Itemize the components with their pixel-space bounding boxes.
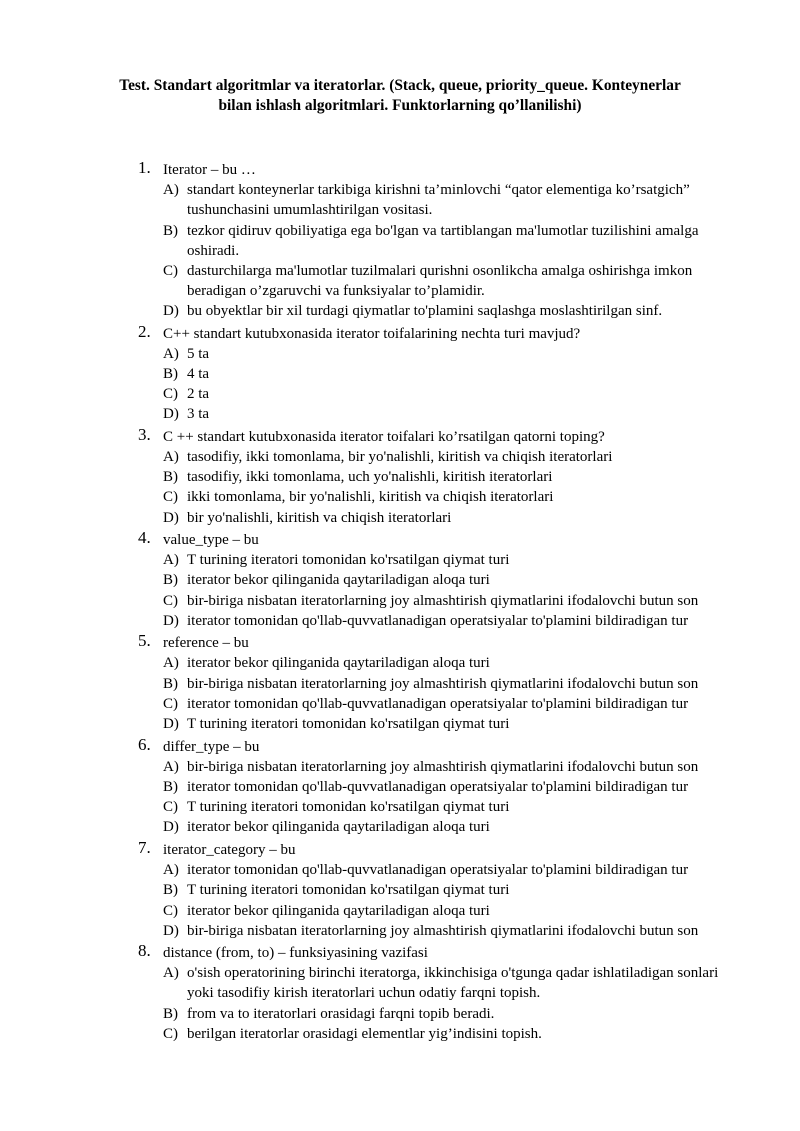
- option-letter: C): [163, 489, 178, 505]
- question-text: differ_type – bu: [163, 739, 260, 755]
- option-text: 3 ta: [187, 406, 210, 422]
- question-text: iterator_category – bu: [163, 842, 296, 858]
- question-number: 5.: [138, 631, 151, 650]
- option-text: tasodifiy, ikki tomonlama, bir yo'nalishli, kiritish va chiqish iteratorlari: [187, 449, 613, 465]
- option-letter: B): [163, 469, 178, 485]
- option-letter: B): [163, 882, 178, 898]
- option-letter: D): [163, 923, 179, 939]
- question-text: reference – bu: [163, 635, 249, 651]
- question-number: 1.: [138, 158, 151, 177]
- option-text: bir-biriga nisbatan iteratorlarning joy almashtirish qiymatlarini ifodalovchi butun son: [187, 923, 699, 939]
- option-letter: A): [163, 346, 179, 362]
- option-letter: A): [163, 759, 179, 775]
- option-text: bir-biriga nisbatan iteratorlarning joy almashtirish qiymatlarini ifodalovchi butun son: [187, 759, 699, 775]
- option-letter: B): [163, 779, 178, 795]
- option-letter: B): [163, 572, 178, 588]
- option-text: T turining iteratori tomonidan ko'rsatilgan qiymat turi: [187, 552, 510, 568]
- option-letter: A): [163, 655, 179, 671]
- option-text: bir yo'nalishli, kiritish va chiqish iteratorlari: [187, 510, 452, 526]
- option-letter: A): [163, 965, 179, 981]
- option-letter: D): [163, 303, 179, 319]
- option-text: bu obyektlar bir xil turdagi qiymatlar to'plamini saqlashga moslashtirilgan sinf.: [187, 303, 663, 319]
- option-letter: D): [163, 819, 179, 835]
- option-text: iterator tomonidan qo'llab-quvvatlanadigan operatsiyalar to'plamini bildiradigan tur: [187, 696, 689, 712]
- question-number: 3.: [138, 425, 151, 444]
- question-number: 2.: [138, 322, 151, 341]
- option-letter: B): [163, 676, 178, 692]
- option-text: from va to iteratorlari orasidagi farqni topib beradi.: [187, 1006, 495, 1022]
- option-letter: A): [163, 862, 179, 878]
- option-letter: A): [163, 449, 179, 465]
- option-letter: B): [163, 1006, 178, 1022]
- option-text: o'sish operatorining birinchi iteratorga, ikkinchisiga o'tgunga qadar ishlatiladigan sonlari yoki tasodifiy kirish iteratorlari uchun odatiy farqni topish.: [187, 965, 719, 1001]
- option-text: iterator tomonidan qo'llab-quvvatlanadigan operatsiyalar to'plamini bildiradigan tur: [187, 779, 689, 795]
- option-letter: C): [163, 1026, 178, 1042]
- question-text: C++ standart kutubxonasida iterator toifalarining nechta turi mavjud?: [163, 326, 581, 342]
- option-text: bir-biriga nisbatan iteratorlarning joy almashtirish qiymatlarini ifodalovchi butun son: [187, 593, 699, 609]
- option-text: dasturchilarga ma'lumotlar tuzilmalari qurishni osonlikcha amalga oshirishga imkon beradigan o’zgaruvchi va funksiyalar to’plamidir.: [187, 263, 693, 299]
- document-title: [100, 76, 700, 116]
- option-text: 5 ta: [187, 346, 210, 362]
- option-letter: B): [163, 366, 178, 382]
- question-number: 8.: [138, 941, 151, 960]
- option-letter: B): [163, 223, 178, 239]
- question-text: value_type – bu: [163, 532, 259, 548]
- option-text: iterator tomonidan qo'llab-quvvatlanadigan operatsiyalar to'plamini bildiradigan tur: [187, 613, 689, 629]
- option-text: iterator bekor qilinganida qaytariladigan aloqa turi: [187, 819, 490, 835]
- option-letter: A): [163, 182, 179, 198]
- option-text: berilgan iteratorlar orasidagi elementlar yig’indisini topish.: [187, 1026, 542, 1042]
- option-letter: C): [163, 799, 178, 815]
- option-text: 2 ta: [187, 386, 210, 402]
- option-letter: D): [163, 613, 179, 629]
- question-text: distance (from, to) – funksiyasining vazifasi: [163, 945, 428, 961]
- question-text: C ++ standart kutubxonasida iterator toifalari ko’rsatilgan qatorni toping?: [163, 429, 605, 445]
- question-number: 7.: [138, 838, 151, 857]
- option-letter: C): [163, 593, 178, 609]
- option-text: T turining iteratori tomonidan ko'rsatilgan qiymat turi: [187, 799, 510, 815]
- option-letter: D): [163, 716, 179, 732]
- option-letter: D): [163, 406, 179, 422]
- option-text: iterator bekor qilinganida qaytariladigan aloqa turi: [187, 655, 490, 671]
- option-text: ikki tomonlama, bir yo'nalishli, kiritish va chiqish iteratorlari: [187, 489, 554, 505]
- option-text: tasodifiy, ikki tomonlama, uch yo'nalishli, kiritish iteratorlari: [187, 469, 553, 485]
- option-letter: A): [163, 552, 179, 568]
- option-text: tezkor qidiruv qobiliyatiga ega bo'lgan va tartiblangan ma'lumotlar tuzilishini amalga oshiradi.: [187, 223, 699, 259]
- option-text: iterator bekor qilinganida qaytariladigan aloqa turi: [187, 903, 490, 919]
- option-letter: C): [163, 263, 178, 279]
- option-text: T turining iteratori tomonidan ko'rsatilgan qiymat turi: [187, 716, 510, 732]
- question-number: 4.: [138, 528, 151, 547]
- title-line-1: Test. Standart algoritmlar va iteratorlar. (Stack, queue, priority_queue. Konteynerlar: [119, 77, 681, 94]
- option-letter: C): [163, 386, 178, 402]
- option-text: iterator bekor qilinganida qaytariladigan aloqa turi: [187, 572, 490, 588]
- question-text: Iterator – bu …: [163, 162, 256, 178]
- option-letter: D): [163, 510, 179, 526]
- option-text: T turining iteratori tomonidan ko'rsatilgan qiymat turi: [187, 882, 510, 898]
- title-line-2: bilan ishlash algoritmlari. Funktorlarning qo’llanilishi): [218, 97, 582, 114]
- option-text: standart konteynerlar tarkibiga kirishni ta’minlovchi “qator elementiga ko’rsatgich” tushunchasini umumlashtirilgan vositasi.: [187, 182, 690, 218]
- option-text: bir-biriga nisbatan iteratorlarning joy almashtirish qiymatlarini ifodalovchi butun son: [187, 676, 699, 692]
- option-text: 4 ta: [187, 366, 210, 382]
- option-text: iterator tomonidan qo'llab-quvvatlanadigan operatsiyalar to'plamini bildiradigan tur: [187, 862, 689, 878]
- option-letter: C): [163, 696, 178, 712]
- question-number: 6.: [138, 735, 151, 754]
- option-letter: C): [163, 903, 178, 919]
